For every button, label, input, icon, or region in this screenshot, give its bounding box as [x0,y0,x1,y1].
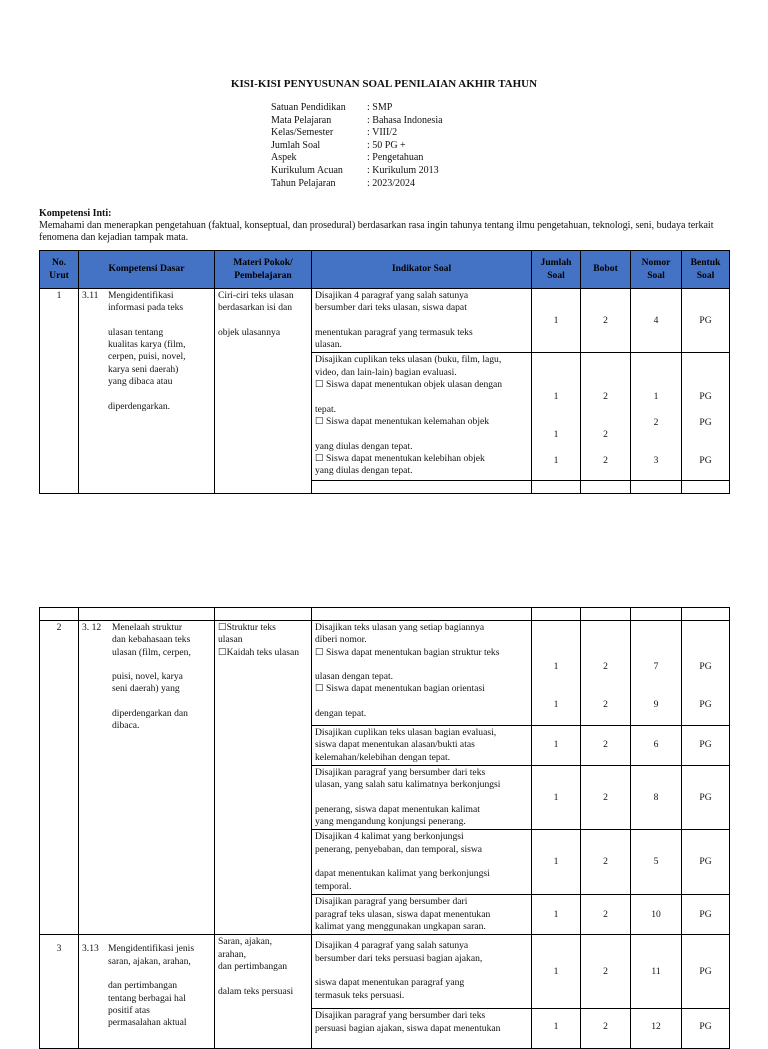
indikator-cell [312,726,532,766]
text-line [315,428,528,440]
empty-cell [79,608,215,621]
bobot-value: 2 [603,391,608,403]
kompetensi-dasar-cell [79,621,215,935]
text-line [315,792,528,804]
jumlah-cell [532,353,581,481]
empty-cell [581,608,631,621]
empty-cell [682,481,730,494]
nomor-value: 7 [653,661,659,672]
text-line: cerpen, puisi, novel, [108,351,186,363]
meta-value: : 50 PG + [367,139,406,151]
text-line: Disajikan cuplikan teks ulasan bagian evaluasi, [315,727,497,738]
meta-label: Satuan Pendidikan [271,102,346,113]
text-line: kalimat yang menggunakan ungkapan saran. [315,921,486,933]
header-no: No. Urut [40,251,79,289]
text-line: Disajikan teks ulasan yang setiap bagiannya [315,622,485,633]
text-line [108,388,186,400]
text-line: Mengidentifikasi jenis [108,943,195,955]
text-line: video, dan lain-lain) bagian evaluasi. [315,366,457,378]
text-line [315,696,528,708]
meta-row [271,115,443,128]
identity-table [271,102,443,190]
bobot-value: 2 [603,429,608,441]
text-line [218,315,308,327]
text-line: siswa dapat menentukan alasan/bukti atas [315,739,475,751]
text-line [108,315,186,327]
header-materi: Materi Pokok/ Pembelajaran [215,251,312,289]
indikator-cell [312,830,532,895]
nomor-cell: 4 [631,289,682,353]
text-line [315,856,528,868]
jumlah-cell: 1 [532,726,581,766]
kd-text [112,622,191,733]
bobot-cell: 2 [581,935,631,1009]
nomor-cell: 6 [631,726,682,766]
meta-value: : Kurikulum 2013 [367,164,439,176]
text-line: permasalahan aktual [108,1017,187,1029]
jumlah-cell: 1 [532,830,581,895]
bobot-cell: 2 [581,289,631,353]
nomor-value: 3 [653,455,659,467]
bentuk-value: PG [699,391,712,403]
text-line: Disajikan paragraf yang bersumber dari teks [315,1010,486,1022]
text-line: ☐ Siswa dapat menentukan kelemahan objek [315,415,490,427]
text-line: bersumber dari teks ulasan, siswa dapat [315,302,467,314]
indikator-cell [312,621,532,726]
text-line: yang diulas dengan tepat. [315,440,413,452]
text-line: dan kebahasaan teks [112,634,191,646]
empty-cell [581,481,631,494]
text-line [112,696,191,708]
table-row [40,935,730,1009]
jumlah-value: 1 [553,699,559,710]
text-line: ulasan [218,634,243,646]
text-line: penerang, penyebaban, dan temporal, siswa [315,843,483,855]
nomor-value: 2 [653,417,659,429]
header-indikator: Indikator Soal [312,251,532,289]
kd-number: 3. 12 [82,622,102,633]
jumlah-cell: 1 [532,935,581,1009]
empty-cell [532,481,581,494]
materi-cell [215,935,312,1049]
meta-row [271,165,443,178]
text-line: ulasan (film, cerpen, [112,646,191,658]
indikator-cell [312,895,532,935]
text-line [112,659,191,671]
text-line: ulasan dengan tepat. [315,671,394,683]
text-line: Mengidentifikasi [108,290,174,301]
text-line [108,968,194,980]
header-bentuk: Bentuk Soal [682,251,730,289]
table-row [40,608,730,621]
empty-cell [631,481,682,494]
text-line: ☐ Siswa dapat menentukan kelebihan objek [315,452,485,464]
text-line: ☐ Siswa dapat menentukan bagian struktur teks [315,646,500,658]
text-line [315,659,528,671]
text-line: Menelaah struktur [112,622,183,633]
bentuk-value: PG [699,661,712,672]
kisi-table-page1 [39,250,730,494]
nomor-cell [631,353,682,481]
text-line: positif atas [108,1004,150,1016]
bentuk-value: PG [699,699,712,710]
text-line: dibaca. [112,720,140,732]
text-line: ☐Struktur teks [218,622,276,633]
materi-cell [215,289,312,494]
indikator-cell [312,935,532,1009]
text-line: berdasarkan isi dan [218,302,293,314]
meta-label: Kurikulum Acuan [271,164,343,176]
text-line: tepat. [315,403,337,415]
meta-row [271,140,443,153]
text-line: dan pertimbangan [218,960,287,972]
text-line: seni daerah) yang [112,683,180,695]
meta-value: : SMP [367,102,393,113]
header-nomor: Nomor Soal [631,251,682,289]
meta-label: Jumlah Soal [271,139,321,151]
bobot-cell [581,353,631,481]
kompetensi-dasar-cell [79,935,215,1049]
text-line: Disajikan 4 paragraf yang salah satunya [315,290,469,301]
text-line: penerang, siswa dapat menentukan kalimat [315,803,480,815]
kompetensi-inti-heading: Kompetensi Inti: [39,208,112,219]
row-number: 3 [40,935,79,1049]
text-line: ☐ Siswa dapat menentukan bagian orientasi [315,683,485,695]
bobot-cell: 2 [581,895,631,935]
materi-cell [215,621,312,935]
empty-cell [215,608,312,621]
table-row [40,621,730,726]
meta-label: Kelas/Semester [271,127,334,139]
kd-number: 3.11 [82,290,99,301]
nomor-value: 1 [653,391,659,403]
meta-label: Tahun Pelajaran [271,177,336,189]
text-line: Disajikan 4 paragraf yang salah satunya [315,940,469,952]
text-line: paragraf teks ulasan, siswa dapat menentukan [315,908,491,920]
empty-cell [631,608,682,621]
indikator-cell [312,766,532,830]
text-line: dan pertimbangan [108,980,177,992]
bentuk-cell: PG [682,289,730,353]
text-line: karya seni daerah) [108,363,179,375]
text-line: termasuk teks persuasi. [315,989,405,1001]
text-line: yang diulas dengan tepat. [315,465,413,477]
text-line: yang mengandung konjungsi penerang. [315,816,466,828]
header-jumlah: Jumlah Soal [532,251,581,289]
bobot-cell: 2 [581,766,631,830]
jumlah-value: 1 [553,391,559,403]
text-line: ulasan. [315,339,342,351]
text-line: tentang berbagai hal [108,992,186,1004]
bobot-cell: 2 [581,830,631,895]
meta-value: : Bahasa Indonesia [367,114,443,126]
text-line [218,973,308,985]
nomor-cell: 5 [631,830,682,895]
indikator-cell [312,353,532,481]
bentuk-value: PG [699,417,712,429]
kompetensi-dasar-cell [79,289,215,494]
text-line: Disajikan cuplikan teks ulasan (buku, film, lagu, [315,354,502,366]
text-line: kelemahan/kelebihan dengan tepat. [315,751,451,763]
kd-text [108,290,186,413]
jumlah-cell [532,621,581,726]
bentuk-cell: PG [682,726,730,766]
text-line: persuasi bagian ajakan, siswa dapat menentukan [315,1022,501,1034]
meta-label: Mata Pelajaran [271,114,332,126]
meta-row [271,102,443,115]
text-line: dengan tepat. [315,708,367,720]
bentuk-cell: PG [682,1009,730,1049]
jumlah-value: 1 [553,429,559,441]
bentuk-cell [682,353,730,481]
empty-cell [312,481,532,494]
meta-label: Aspek [271,152,297,164]
text-line: kualitas karya (film, [108,339,186,351]
text-line: menentukan paragraf yang termasuk teks [315,326,473,338]
kd-number: 3.13 [82,943,99,955]
empty-cell [40,608,79,621]
nomor-value: 9 [653,699,659,710]
text-line [315,315,528,327]
indikator-cell [312,289,532,353]
empty-cell [532,608,581,621]
text-line: dalam teks persuasi [218,985,294,997]
nomor-cell: 11 [631,935,682,1009]
text-line: Ciri-ciri teks ulasan [218,290,294,301]
text-line: Disajikan paragraf yang bersumber dari teks [315,767,486,778]
table-header-row [40,251,730,289]
nomor-cell: 12 [631,1009,682,1049]
bentuk-cell [682,621,730,726]
meta-value: : 2023/2024 [367,177,416,189]
bobot-cell: 2 [581,726,631,766]
header-bobot: Bobot [581,251,631,289]
jumlah-cell: 1 [532,1009,581,1049]
text-line [315,965,528,977]
row-number: 2 [40,621,79,935]
empty-cell [312,608,532,621]
bentuk-cell: PG [682,830,730,895]
text-line: Disajikan paragraf yang bersumber dari [315,896,468,908]
kisi-table-page2 [39,607,730,1049]
nomor-cell: 8 [631,766,682,830]
text-line: saran, ajakan, arahan, [108,955,191,967]
bentuk-cell: PG [682,895,730,935]
meta-row [271,178,443,191]
text-line: dapat menentukan kalimat yang berkonjungsi [315,868,490,880]
text-line: siswa dapat menentukan paragraf yang [315,977,465,989]
bentuk-cell: PG [682,766,730,830]
text-line: diperdengarkan dan [112,708,188,720]
meta-value: : Pengetahuan [367,152,424,164]
jumlah-cell: 1 [532,895,581,935]
text-line: objek ulasannya [218,326,281,338]
text-line: ☐Kaidah teks ulasan [218,646,300,658]
bentuk-value: PG [699,455,712,467]
text-line: bersumber dari teks persuasi bagian ajakan, [315,952,483,964]
text-line: yang dibaca atau [108,376,173,388]
bobot-value: 2 [603,455,608,467]
jumlah-value: 1 [553,455,559,467]
jumlah-value: 1 [553,661,559,672]
kd-text [108,943,194,1029]
text-line: diberi nomor. [315,634,367,646]
text-line [315,391,528,403]
bobot-value: 2 [603,699,608,710]
jumlah-cell: 1 [532,289,581,353]
bentuk-cell: PG [682,935,730,1009]
text-line: temporal. [315,880,352,892]
table-row [40,289,730,353]
meta-row [271,152,443,165]
bobot-value: 2 [603,661,608,672]
empty-cell [682,608,730,621]
nomor-cell: 10 [631,895,682,935]
text-line: Disajikan 4 kalimat yang berkonjungsi [315,831,464,843]
indikator-cell [312,1009,532,1049]
bobot-cell: 2 [581,1009,631,1049]
text-line: Saran, ajakan, [218,936,273,948]
kompetensi-inti-text: Memahami dan menerapkan pengetahuan (faktual, konseptual, dan prosedural) berdasarkan rasa ingin tahunya tentang ilmu pengetahuan, teknologi, seni, budaya terkait fenomena dan kejadian tampak mata. [39,220,714,243]
jumlah-cell: 1 [532,766,581,830]
meta-row [271,127,443,140]
text-line: puisi, novel, karya [112,671,183,683]
nomor-cell [631,621,682,726]
text-line: ulasan, yang salah satu kalimatnya berkonjungsi [315,779,501,791]
text-line: informasi pada teks [108,302,184,314]
row-number: 1 [40,289,79,494]
text-line: arahan, [218,948,246,960]
bobot-cell [581,621,631,726]
meta-value: : VIII/2 [367,127,398,139]
text-line: ☐ Siswa dapat menentukan objek ulasan dengan [315,379,503,391]
header-kompetensi-dasar: Kompetensi Dasar [79,251,215,289]
document-title: KISI-KISI PENYUSUNAN SOAL PENILAIAN AKHIR TAHUN [230,78,538,90]
text-line: diperdengarkan. [108,400,171,412]
text-line: ulasan tentang [108,326,164,338]
